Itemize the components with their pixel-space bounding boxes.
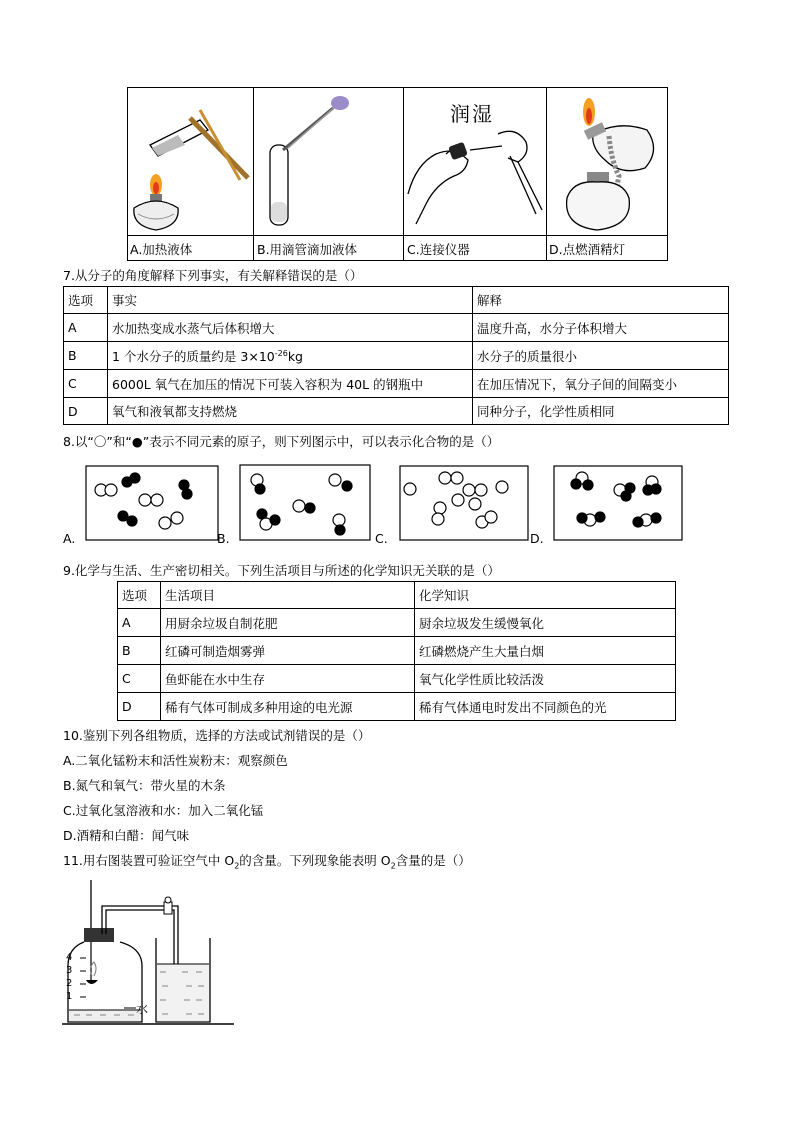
q7-mass-exponent: -26	[274, 348, 288, 358]
scale-mark: 3	[66, 965, 73, 976]
q9-cell: 氧气化学性质比较活泼	[415, 665, 676, 693]
q11-stem-post: 含量的是（）	[395, 853, 471, 868]
q7-cell: 水加热变成水蒸气后体积增大	[108, 314, 473, 342]
q7-cell: 水分子的质量很小	[473, 342, 729, 370]
connect-instruments-illustration	[406, 124, 544, 234]
q7-header: 事实	[108, 287, 473, 314]
scale-mark: 1	[66, 991, 73, 1002]
q7-cell: 氧气和液氧都支持燃烧	[108, 398, 473, 425]
q6-option-d-label: D.点燃酒精灯	[549, 242, 626, 257]
q9-cell: B	[118, 637, 161, 665]
q9-stem: 9.化学与生活、生产密切相关。下列生活项目与所述的化学知识无关联的是（）	[63, 563, 500, 578]
scale-mark: 4	[66, 952, 73, 963]
q11-sub-1: 2	[234, 861, 240, 871]
q8-label-d: D.	[530, 531, 544, 546]
q6-option-b-label: B.用滴管滴加液体	[257, 242, 358, 257]
q10-option-c: C.过氧化氢溶液和水：加入二氧化锰	[63, 803, 264, 818]
q7-cell: A	[64, 314, 108, 342]
q8-label-b: B.	[217, 531, 230, 546]
q7-stem: 7.从分子的角度解释下列事实，有关解释错误的是（）	[63, 268, 363, 283]
q9-cell: A	[118, 609, 161, 637]
scale-mark: 2	[66, 978, 73, 989]
q6-option-c-label: C.连接仪器	[407, 242, 470, 257]
q7-cell: 在加压情况下，氧分子间的间隔变小	[473, 370, 729, 398]
q6-figure-table	[127, 87, 668, 261]
q10-option-a: A.二氧化锰粉末和活性炭粉末：观察颜色	[63, 753, 288, 768]
q9-cell: 鱼虾能在水中生存	[161, 665, 415, 693]
q9-header: 化学知识	[415, 582, 676, 609]
q6-option-a-label: A.加热液体	[130, 242, 193, 257]
wet-label: 润湿	[450, 102, 494, 126]
q7-header: 解释	[473, 287, 729, 314]
q7-mass-unit: kg	[287, 348, 303, 364]
q8-diagrams	[60, 460, 720, 546]
q9-cell: C	[118, 665, 161, 693]
q11-stem	[63, 851, 471, 871]
q9-cell: 稀有气体可制成多种用途的电光源	[161, 693, 415, 721]
q7-cell: 同种分子，化学性质相同	[473, 398, 729, 425]
q9-table	[117, 581, 676, 721]
q8-label-a: A.	[63, 531, 76, 546]
q9-cell: 厨余垃圾发生缓慢氧化	[415, 609, 676, 637]
q7-cell: C	[64, 370, 108, 398]
q7-cell: B	[64, 342, 108, 370]
q7-header: 选项	[64, 287, 108, 314]
q9-cell: 红磷可制造烟雾弹	[161, 637, 415, 665]
q9-cell: 用厨余垃圾自制花肥	[161, 609, 415, 637]
q9-header: 选项	[118, 582, 161, 609]
q11-stem-mid: 的含量。下列现象能表明 O	[239, 853, 391, 868]
q11-sub-2: 2	[390, 861, 396, 871]
water-label: 水	[136, 1002, 149, 1016]
q9-header: 生活项目	[161, 582, 415, 609]
q11-stem-pre: 11.用右图装置可验证空气中 O	[63, 853, 235, 868]
q9-cell: 稀有气体通电时发出不同颜色的光	[415, 693, 676, 721]
lighting-alcohol-lamp-illustration	[549, 90, 665, 234]
heating-liquid-illustration	[130, 90, 252, 234]
q10-stem: 10.鉴别下列各组物质，选择的方法或试剂错误的是（）	[63, 728, 371, 743]
q7-cell: D	[64, 398, 108, 425]
oxygen-content-apparatus	[60, 876, 240, 1028]
q10-option-b: B.氮气和氧气：带火星的木条	[63, 778, 226, 793]
q7-cell: 6000L 氧气在加压的情况下可装入容积为 40L 的钢瓶中	[108, 370, 473, 398]
q7-cell: 温度升高，水分子体积增大	[473, 314, 729, 342]
dropper-illustration	[258, 90, 398, 234]
q7-table	[63, 286, 729, 425]
q10-option-d: D.酒精和白醋：闻气味	[63, 828, 190, 843]
q7-cell-mass	[108, 342, 473, 370]
q8-stem: 8.以“〇”和“●”表示不同元素的原子，则下列图示中，可以表示化合物的是（）	[63, 434, 500, 449]
q8-label-c: C.	[375, 531, 388, 546]
q7-mass-text: 1 个水分子的质量约是 3×10	[112, 348, 275, 364]
q9-cell: 红磷燃烧产生大量白烟	[415, 637, 676, 665]
q9-cell: D	[118, 693, 161, 721]
